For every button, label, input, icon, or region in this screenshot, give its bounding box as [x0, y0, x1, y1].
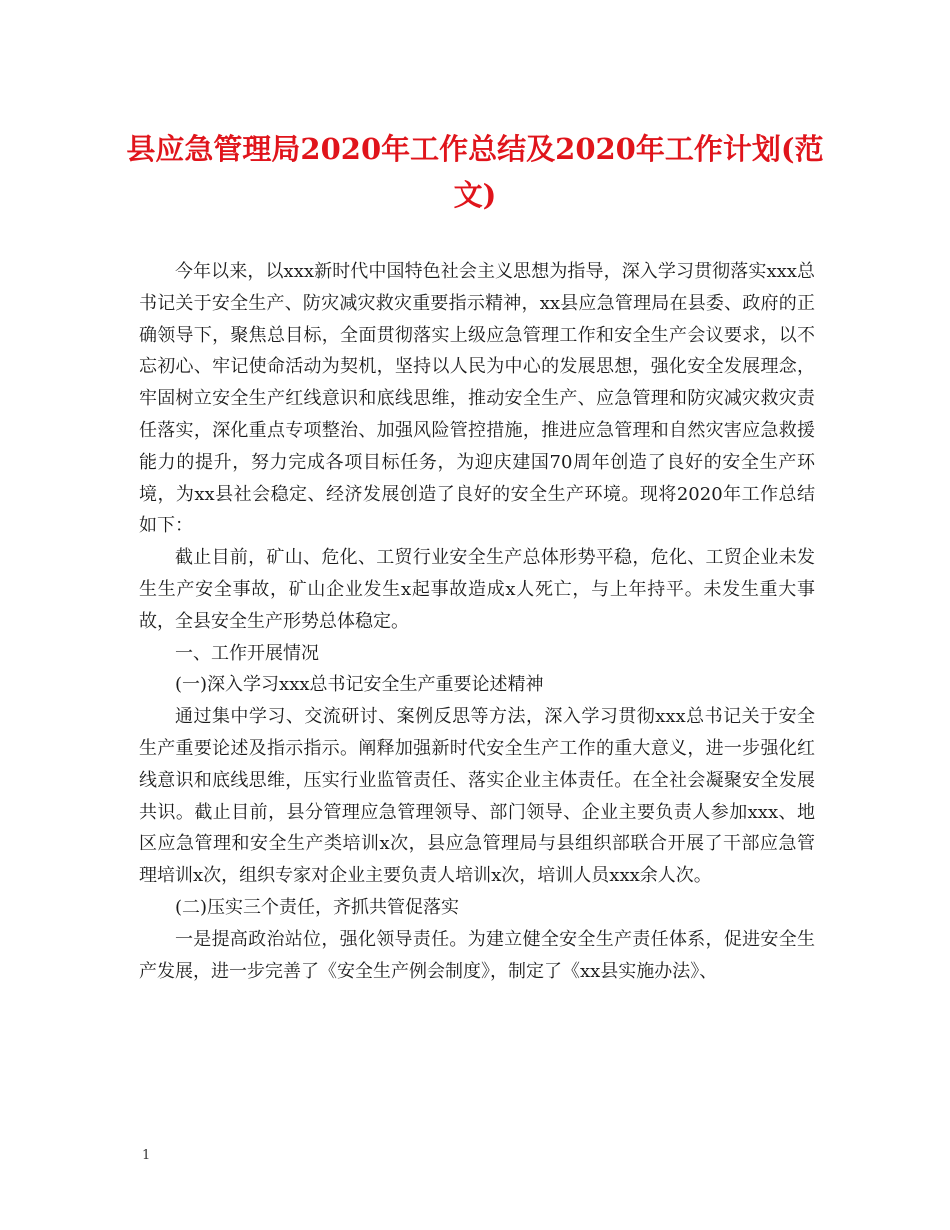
paragraph-responsibility: 一是提高政治站位，强化领导责任。为建立健全安全生产责任体系，促进安全生产发展，进一步完善了《安全生产例会制度》，制定了《xx县实施办法》、 [139, 928, 815, 982]
section-heading-1: 一、工作开展情况 [175, 642, 319, 664]
subsection-heading-2: (二)压实三个责任，齐抓共管促落实 [175, 896, 460, 918]
subsection-heading-1: (一)深入学习xxx总书记安全生产重要论述精神 [175, 674, 544, 696]
paragraph-study: 通过集中学习、交流研讨、案例反思等方法，深入学习贯彻xxx总书记关于安全生产重要论述及指示指示。阐释加强新时代安全生产工作的重大意义，进一步强化红线意识和底线思维，压实行业监管责任、落实企业主体责任。在全社会凝聚安全发展共识。截止目前，县分管理应急管理领导、部门领导、企业主要负责人参加xxx、地区应急管理和安全生产类培训x次，县应急管理局与县组织部联合开展了干部应急管理培训x次，组织专家对企业主要负责人培训x次，培训人员xxx余人次。 [139, 706, 815, 887]
paragraph-status: 截止目前，矿山、危化、工贸行业安全生产总体形势平稳，危化、工贸企业未发生生产安全事故，矿山企业发生x起事故造成x人死亡，与上年持平。未发生重大事故，全县安全生产形势总体稳定。 [139, 547, 815, 632]
document-body [139, 256, 815, 987]
paragraph-intro: 今年以来，以xxx新时代中国特色社会主义思想为指导，深入学习贯彻落实xxx总书记关于安全生产、防灾减灾救灾重要指示精神，xx县应急管理局在县委、政府的正确领导下，聚焦总目标，全面贯彻落实上级应急管理工作和安全生产会议要求，以不忘初心、牢记使命活动为契机，坚持以人民为中心的发展思想，强化安全发展理念，牢固树立安全生产红线意识和底线思维，推动安全生产、应急管理和防灾减灾救灾责任落实，深化重点专项整治、加强风险管控措施，推进应急管理和自然灾害应急救援能力的提升，努力完成各项目标任务，为迎庆建国70周年创造了良好的安全生产环境，为xx县社会稳定、经济发展创造了良好的安全生产环境。现将2020年工作总结如下： [139, 261, 815, 537]
document-title: 县应急管理局2020年工作总结及2020年工作计划(范文) [126, 132, 824, 212]
page-number: 1 [142, 1148, 151, 1163]
